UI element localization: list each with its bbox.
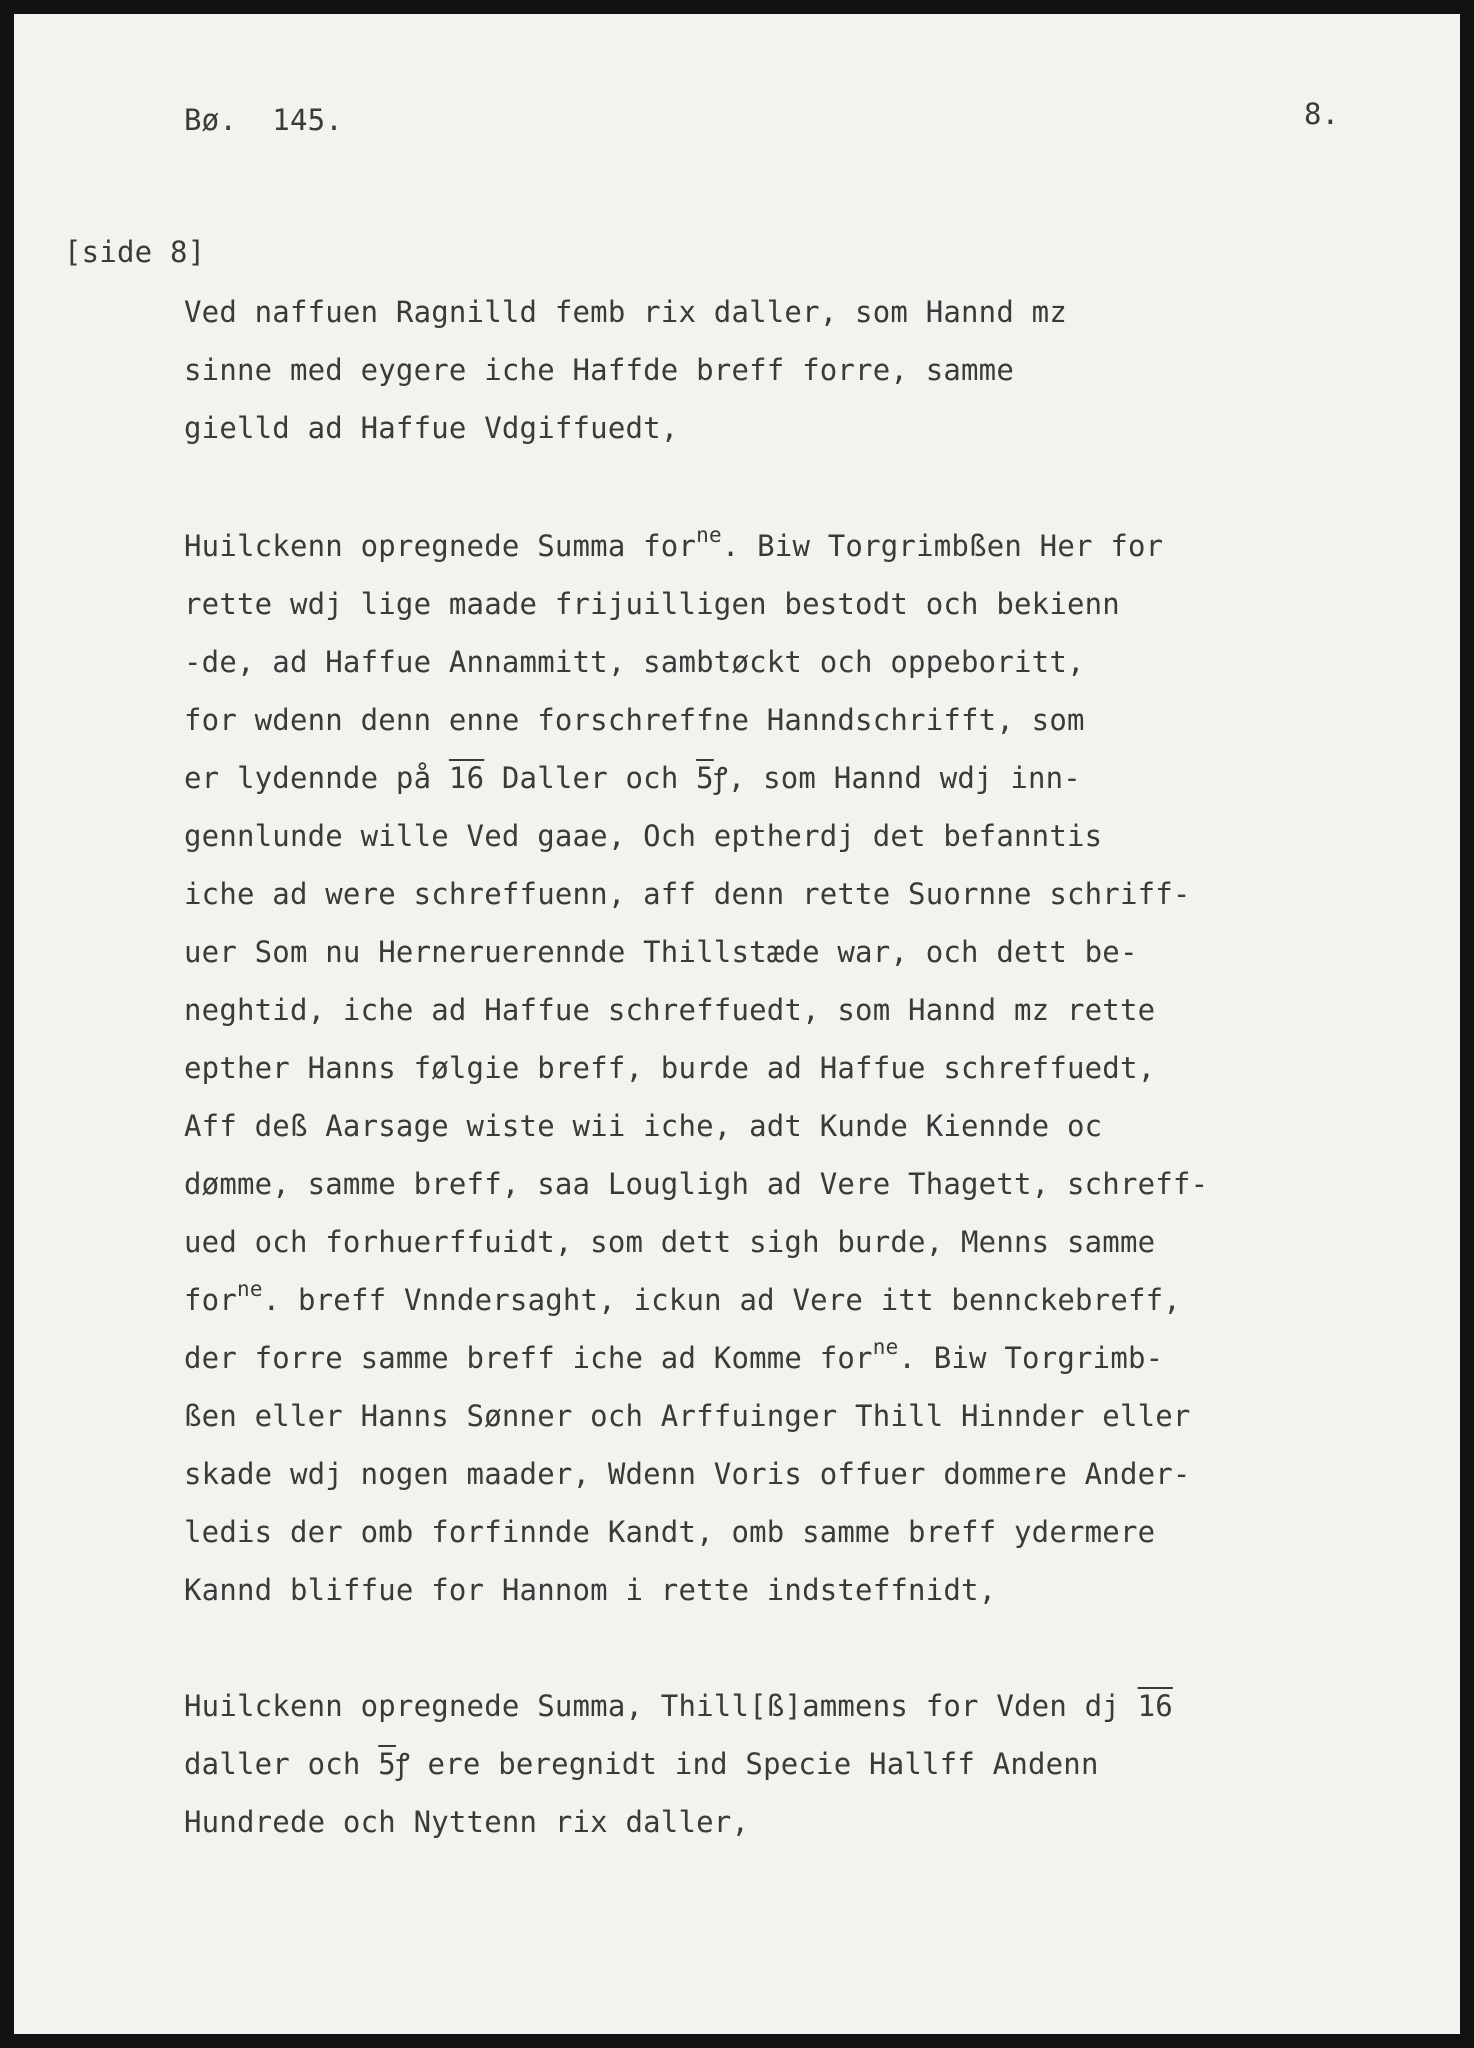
paragraph-2-line: dømme, samme breff, saa Lougligh ad Vere Thagett, schreff- <box>184 1167 1209 1201</box>
paragraph-2-line: neghtid, iche ad Haffue schreffuedt, som Hannd mz rette <box>184 993 1156 1027</box>
paragraph-2-line: gennlunde wille Ved gaae, Och eptherdj det befanntis <box>184 819 1103 853</box>
text-run: er lydennde på <box>184 761 449 795</box>
currency-symbol: ꝭ <box>395 1747 410 1781</box>
text-run: der forre samme breff iche ad Komme for <box>184 1341 873 1375</box>
text-run: Daller och <box>484 761 697 795</box>
text-run: for <box>184 1283 237 1317</box>
text-run: daller och <box>184 1747 379 1781</box>
paragraph-2-line: ledis der omb forfinnde Kandt, omb samme breff ydermere <box>184 1515 1156 1549</box>
paragraph-3-line <box>184 1746 1099 1782</box>
overlined-number: 5 <box>378 1747 396 1781</box>
page-number: 8. <box>1304 97 1340 131</box>
text-run: , som Hannd wdj inn- <box>727 761 1081 795</box>
document-page <box>14 14 1460 2034</box>
overlined-number: 16 <box>448 761 485 795</box>
paragraph-2-line: iche ad were schreffuenn, aff denn rette Suornne schriff- <box>184 877 1191 911</box>
paragraph-2-line: ßen eller Hanns Sønner och Arffuinger Thill Hinnder eller <box>184 1399 1191 1433</box>
paragraph-2-line: -de, ad Haffue Annammitt, sambtøckt och oppeboritt, <box>184 645 1085 679</box>
paragraph-2-line <box>184 760 1081 796</box>
paragraph-2-line: for wdenn denn enne forschreffne Hanndschrifft, som <box>184 703 1085 737</box>
paragraph-3-line <box>184 1688 1173 1724</box>
paragraph-3-line: Hundrede och Nyttenn rix daller, <box>184 1805 750 1839</box>
header-reference: Bø. 145. <box>184 103 343 137</box>
paragraph-2-line <box>184 523 1164 567</box>
paragraph-2-line <box>184 1335 1164 1379</box>
paragraph-2-line: rette wdj lige maade frijuilligen bestodt och bekienn <box>184 587 1120 621</box>
superscript-abbrev: ne <box>872 1335 899 1359</box>
currency-symbol: ꝭ <box>713 761 728 795</box>
text-run: Huilckenn opregnede Summa for <box>184 529 697 563</box>
overlined-number: 5 <box>696 761 714 795</box>
text-run: . breff Vnndersaght, ickun ad Vere itt bennckebreff, <box>262 1283 1181 1317</box>
superscript-abbrev: ne <box>696 523 722 547</box>
text-run: Huilckenn opregnede Summa, Thill[ß]ammens for Vden dj <box>184 1689 1138 1723</box>
paragraph-1-line: sinne med eygere iche Haffde breff forre, samme <box>184 353 1014 387</box>
paragraph-1-line: gielld ad Haffue Vdgiffuedt, <box>184 411 679 445</box>
paragraph-1-line: Ved naffuen Ragnilld femb rix daller, som Hannd mz <box>184 295 1067 329</box>
paragraph-2-line: skade wdj nogen maader, Wdenn Voris offuer dommere Ander- <box>184 1457 1191 1491</box>
text-run: ere beregnidt ind Specie Hallff Andenn <box>409 1747 1099 1781</box>
side-marker: [side 8] <box>64 235 206 269</box>
paragraph-2-line: Kannd bliffue for Hannom i rette indsteffnidt, <box>184 1573 997 1607</box>
text-run: . Biw Torgrimbßen Her for <box>721 529 1164 563</box>
paragraph-2-line: Aff deß Aarsage wiste wii iche, adt Kunde Kiennde oc <box>184 1109 1103 1143</box>
superscript-abbrev: ne <box>236 1277 263 1301</box>
paragraph-2-line: uer Som nu Herneruerennde Thillstæde war, och dett be- <box>184 935 1138 969</box>
paragraph-2-line: ued och forhuerffuidt, som dett sigh burde, Menns samme <box>184 1225 1156 1259</box>
text-run: . Biw Torgrimb- <box>898 1341 1164 1375</box>
paragraph-2-line <box>184 1277 1181 1321</box>
paragraph-2-line: epther Hanns følgie breff, burde ad Haffue schreffuedt, <box>184 1051 1156 1085</box>
overlined-number: 16 <box>1137 1689 1173 1723</box>
